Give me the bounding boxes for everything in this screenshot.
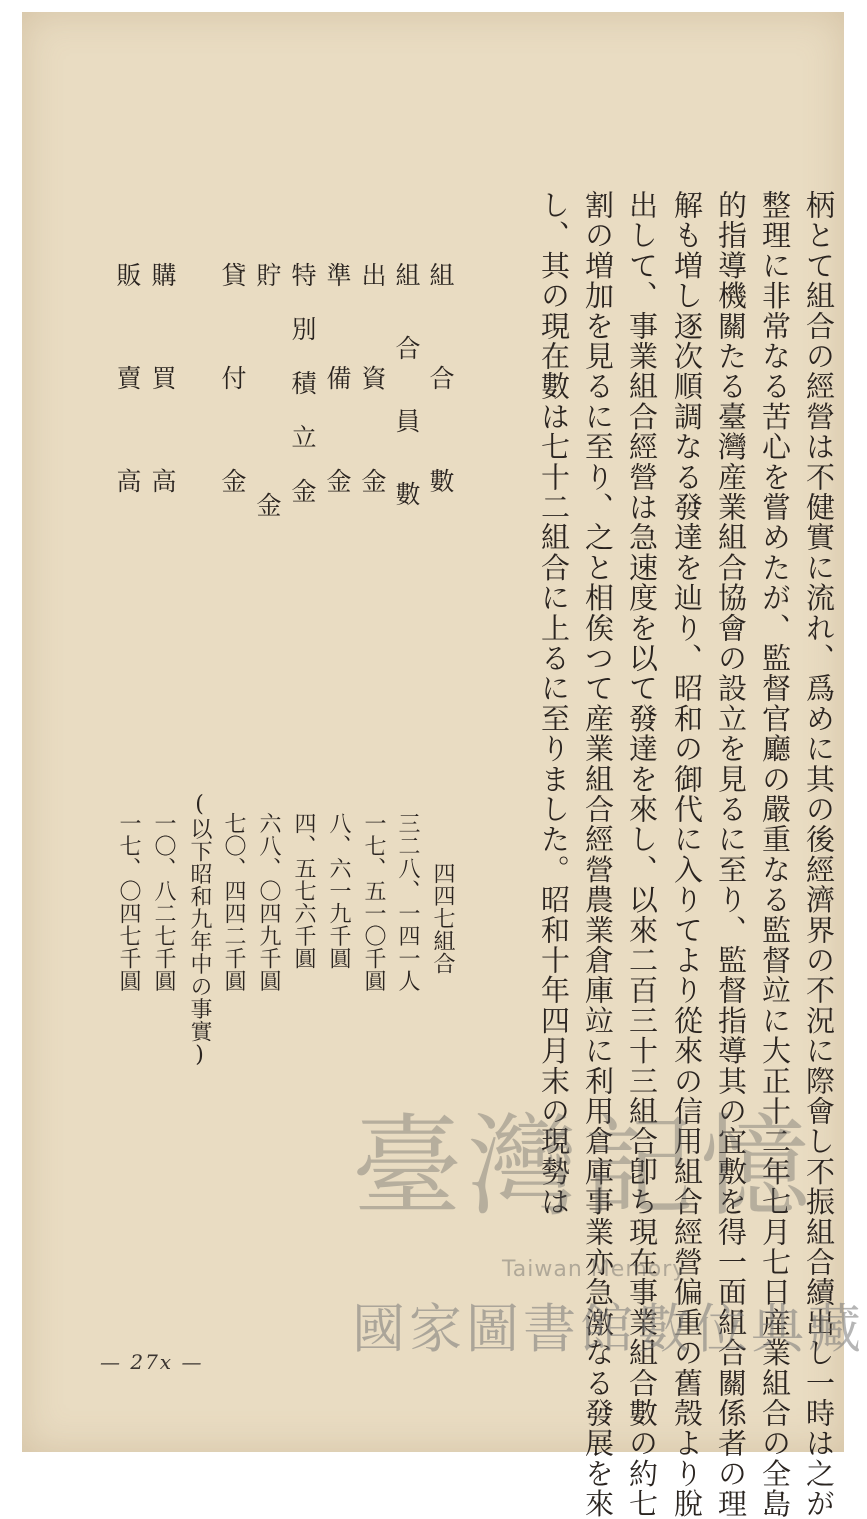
watermark-library-text: 國家圖書館數位典藏	[352, 1299, 865, 1360]
body-line-3: 的指導機關たる臺灣産業組合協會の設立を見るに至り、監督指導其の宜敷を得一面組合關係者の理	[714, 190, 748, 1519]
stat-label-chokin: 貯金	[253, 262, 282, 722]
stat-label-junbi-kin: 準備金	[323, 262, 352, 571]
stat-label-kumiai-su: 組合數	[426, 262, 455, 571]
body-line-1: 柄とて組合の經營は不健實に流れ、爲めに其の後經濟界の不況に際會し不振組合續出し一時は之が	[802, 190, 836, 1519]
stat-value-kashitsuke-kin: 七〇、四四二千圓	[221, 812, 246, 992]
stat-value-junbi-kin: 八、六一九千圓	[326, 812, 351, 970]
stat-value-tokubetsu-tsumitate-kin: 四、五七六千圓	[291, 812, 316, 970]
stat-label-shusshi-kin: 出資金	[358, 262, 387, 571]
body-line-2: 整理に非常なる苦心を嘗めたが、監督官廳の嚴重なる監督竝に大正十二年七月七日産業組合の全島	[758, 190, 792, 1519]
stat-value-kumiaiin-su: 三二八、一四一人	[395, 812, 420, 992]
stat-label-kobai-daka: 購買高	[148, 262, 177, 571]
stat-label-hanbai-daka: 販賣高	[113, 262, 142, 571]
stat-value-shusshi-kin: 一七、五一〇千圓	[361, 812, 386, 992]
page-number: — 27x —	[100, 1350, 204, 1374]
body-line-6: 割の増加を見るに至り、之と相俟つて産業組合經營農業倉庫竝に利用倉庫事業亦急激なる發展を來	[581, 190, 615, 1519]
stat-value-kobai-daka: 一〇、八二七千圓	[151, 812, 176, 992]
watermark-logo-text: 臺灣記憶	[352, 1103, 816, 1231]
stat-value-chokin: 六八、〇四九千圓	[256, 812, 281, 992]
stat-value-hanbai-daka: 一七、〇四七千圓	[116, 812, 141, 992]
stat-value-kumiai-su: 四四七組合	[430, 862, 455, 975]
stat-note-showa-9: (以下昭和九年中の事實)	[187, 792, 212, 1068]
watermark-sub-text: Taiwan Memory	[502, 1257, 687, 1282]
body-line-5: 出して、事業組合經營は急速度を以て發達を來し、以來二百三十三組合卽ち現在事業組合數の約七	[625, 190, 659, 1519]
stat-label-tokubetsu-tsumitate-kin: 特別積立金	[288, 262, 317, 532]
stat-label-kumiaiin-su: 組合員數	[392, 262, 421, 554]
document-page	[22, 12, 865, 1519]
stat-label-kashitsuke-kin: 貸付金	[218, 262, 247, 571]
body-line-4: 解も増し逐次順調なる發達を辿り、昭和の御代に入りてより從來の信用組合經營偏重の舊殼より脫	[670, 190, 704, 1519]
body-line-7: し、其の現在數は七十二組合に上るに至りました。昭和十年四月末の現勢は	[537, 190, 571, 1217]
